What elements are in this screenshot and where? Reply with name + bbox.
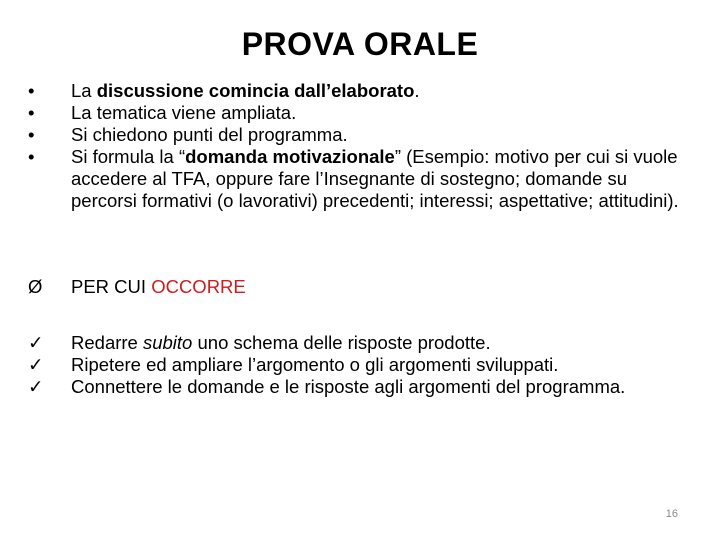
page-number: 16 [665,508,678,520]
bullet-dot-icon: • [28,102,35,123]
section-heading-text: PER CUI [71,276,152,297]
checklist [28,332,625,398]
check-item [28,332,625,354]
bullet-text: La tematica viene ampliata. [71,102,297,123]
bullet-text: Si chiedono punti del programma. [71,124,348,145]
bullet-bold-text: discussione comincia dall’elaborato [96,80,415,101]
arrow-bullet-icon: Ø [28,276,43,297]
bullet-bold-text: domanda motivazionale [185,146,395,167]
section-heading [28,276,246,298]
bullet-text: Si formula la “ [71,146,186,167]
slide-title: PROVA ORALE [241,26,479,62]
section-highlight-text: OCCORRE [151,276,246,297]
check-text: Connettere le domande e le risposte agli argomenti del programma. [71,376,626,397]
bullet-text: ” (Esempio: motivo per cui si vuole accedere al TFA, oppure fare l’Insegnante di sostegno; domande su percorsi formativi (o lavorativi) precedenti; interessi; aspettative; attitudini). [71,146,679,211]
bullet-dot-icon: • [28,124,35,145]
check-item [28,376,625,398]
bullet-dot-icon: • [28,80,35,101]
checkmark-icon: ✓ [28,376,44,397]
bullet-item [28,80,688,102]
bullet-item [28,146,688,212]
checkmark-icon: ✓ [28,354,44,375]
bullet-item [28,102,688,124]
bullet-dot-icon: • [28,146,35,167]
check-text: uno schema delle risposte prodotte. [192,332,491,353]
bullet-item [28,124,688,146]
bullet-text: La [71,80,97,101]
check-italic-text: subito [142,332,193,353]
checkmark-icon: ✓ [28,332,44,353]
check-item [28,354,625,376]
check-text: Redarre [71,332,143,353]
check-text: Ripetere ed ampliare l’argomento o gli argomenti sviluppati. [71,354,559,375]
bullet-text: . [414,80,420,101]
bullet-list [28,80,688,212]
